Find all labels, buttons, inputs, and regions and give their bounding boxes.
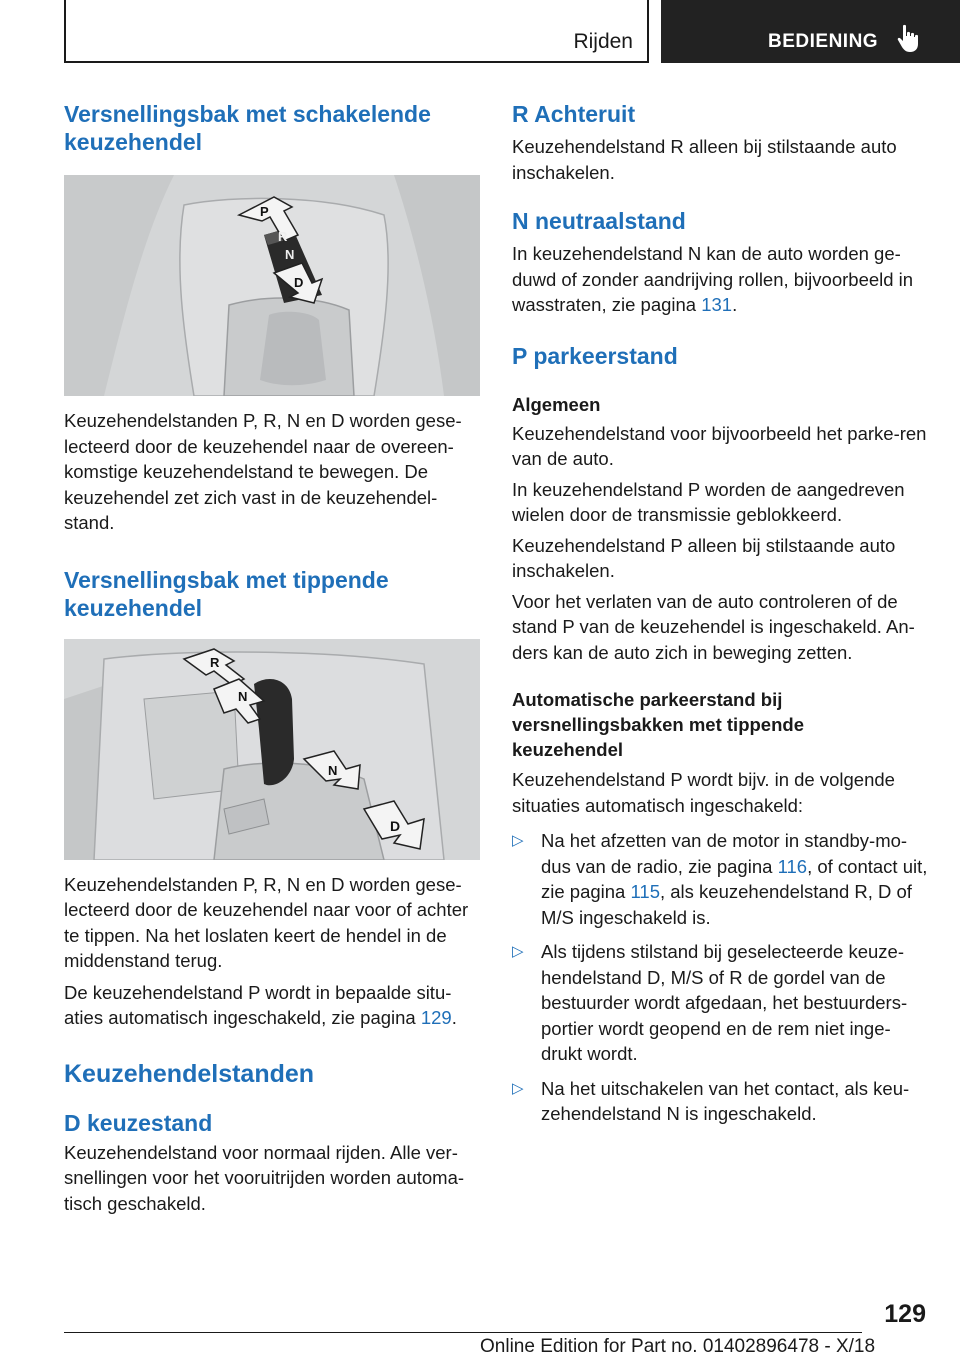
tip-label-n-upper: N bbox=[238, 688, 248, 704]
right-column bbox=[512, 100, 930, 1136]
heading-tippende: Versnellingsbak met tippende keuzehendel bbox=[64, 566, 389, 621]
shift-lever-illustration bbox=[64, 175, 480, 396]
figure-tip-lever bbox=[64, 639, 480, 860]
list-item-text: Als tijdens stilstand bij geselecteerde keuze-hendelstand D, M/S of R de gordel van de bestuurder wordt afgedaan, het bestuurders-portier wordt geopend en de rem niet inge-drukt wordt. bbox=[541, 941, 908, 1064]
gear-label-p: P bbox=[260, 204, 269, 219]
list-item bbox=[512, 828, 930, 930]
text-n-neutraalstand bbox=[512, 241, 930, 318]
edition-note: Online Edition for Part no. 01402896478 - X/18 bbox=[480, 1336, 876, 1357]
pointing-hand-icon bbox=[897, 24, 923, 54]
triangle-bullet-icon: ▷ bbox=[512, 1079, 524, 1097]
text-tippende-2-main: De keuzehendelstand P wordt in bepaalde situ-aties automatisch ingeschakeld, zie pagina bbox=[64, 981, 452, 1028]
tip-label-n-lower: N bbox=[328, 762, 338, 778]
text-n-end: . bbox=[732, 294, 738, 315]
text-schakelende: Keuzehendelstanden P, R, N en D worden gese-lecteerd door de keuzehendel naar de overeen-komstige keuzehendelstand te bewegen. De keuzehendel zet zich vast in de keuzehendel-stand. bbox=[64, 410, 462, 533]
heading-n-neutraalstand: N neutraalstand bbox=[512, 208, 686, 234]
tip-label-d: D bbox=[390, 817, 401, 834]
header-chapter-box bbox=[661, 0, 960, 63]
text-tippende-2-end: . bbox=[451, 1007, 457, 1028]
text-r-achteruit: Keuzehendelstand R alleen bij stilstaande auto inschakelen. bbox=[512, 136, 897, 183]
gear-label-n: N bbox=[285, 247, 295, 262]
text-tippende-2 bbox=[64, 980, 480, 1031]
gear-label-d: D bbox=[294, 275, 304, 290]
text-algemeen-3: Keuzehendelstand P alleen bij stilstaande auto inschakelen. bbox=[512, 534, 896, 581]
footer-divider bbox=[64, 1332, 862, 1333]
list-item bbox=[512, 939, 930, 1067]
list-item bbox=[512, 1076, 930, 1127]
heading-d-keuzestand: D keuzestand bbox=[64, 1109, 213, 1136]
text-n-main: In keuzehendelstand N kan de auto worden ge-duwd of zonder aandrijving rollen, bijvoorbeeld in wasstraten, zie pagina bbox=[512, 243, 914, 315]
page-link-129[interactable]: 129 bbox=[420, 1007, 452, 1028]
page-link-115[interactable]: 115 bbox=[630, 881, 660, 902]
situation-list bbox=[512, 828, 930, 1127]
header-section-box bbox=[64, 0, 649, 63]
text-algemeen-2: In keuzehendelstand P worden de aangedreven wielen door de transmissie geblokkeerd. bbox=[512, 478, 905, 525]
left-column bbox=[64, 100, 480, 1216]
list-item-text: Na het uitschakelen van het contact, als keu-zehendelstand N is ingeschakeld. bbox=[541, 1077, 910, 1124]
page-link-131[interactable]: 131 bbox=[701, 294, 733, 315]
text-algemeen-1: Keuzehendelstand voor bijvoorbeeld het parke-ren van de auto. bbox=[512, 422, 927, 469]
page-link-116[interactable]: 116 bbox=[777, 855, 808, 877]
heading-schakelende: Versnellingsbak met schakelende keuzehendel bbox=[64, 101, 431, 155]
list-item-text: Na het afzetten van de motor in standby-mo-dus van de radio, zie pagina bbox=[541, 830, 908, 877]
list-item-text: , of contact uit, zie pagina bbox=[541, 855, 928, 902]
text-algemeen-4: Voor het verlaten van de auto controleren of de stand P van de keuzehendel is ingeschakeld. An-ders kan de auto zich in beweging zetten. bbox=[512, 590, 915, 663]
figure-shift-lever bbox=[64, 175, 480, 396]
heading-r-achteruit: R Achteruit bbox=[512, 101, 636, 127]
tip-lever-illustration bbox=[64, 639, 480, 860]
heading-keuzehendelstanden: Keuzehendelstanden bbox=[64, 1059, 315, 1088]
header-section-title: Rijden bbox=[573, 30, 633, 53]
gear-label-r: R bbox=[278, 229, 288, 244]
heading-p-parkeerstand: P parkeerstand bbox=[512, 342, 678, 369]
triangle-bullet-icon: ▷ bbox=[512, 943, 524, 960]
header-chapter-title: BEDIENING bbox=[768, 31, 879, 52]
triangle-bullet-icon: ▷ bbox=[512, 832, 524, 849]
text-tippende-1: Keuzehendelstanden P, R, N en D worden gese-lecteerd door de keuzehendel naar voor of achter te tippen. Na het loslaten keert de hendel in de middenstand terug. bbox=[64, 873, 469, 971]
list-item-text: , als keuzehendelstand R, D of M/S ingeschakeld is. bbox=[541, 881, 912, 928]
tip-label-r: R bbox=[210, 654, 220, 670]
page-number: 129 bbox=[884, 1300, 926, 1328]
heading-algemeen: Algemeen bbox=[512, 393, 601, 415]
text-d-keuzestand: Keuzehendelstand voor normaal rijden. Alle ver-snellingen voor het vooruitrijden worden automa-tisch geschakeld. bbox=[64, 1141, 465, 1214]
text-automatische-parkeerstand: Keuzehendelstand P wordt bijv. in de volgende situaties automatisch ingeschakeld: bbox=[512, 769, 895, 816]
heading-automatische-parkeerstand: Automatische parkeerstand bij versnellingsbakken met tippende keuzehendel bbox=[512, 689, 804, 760]
